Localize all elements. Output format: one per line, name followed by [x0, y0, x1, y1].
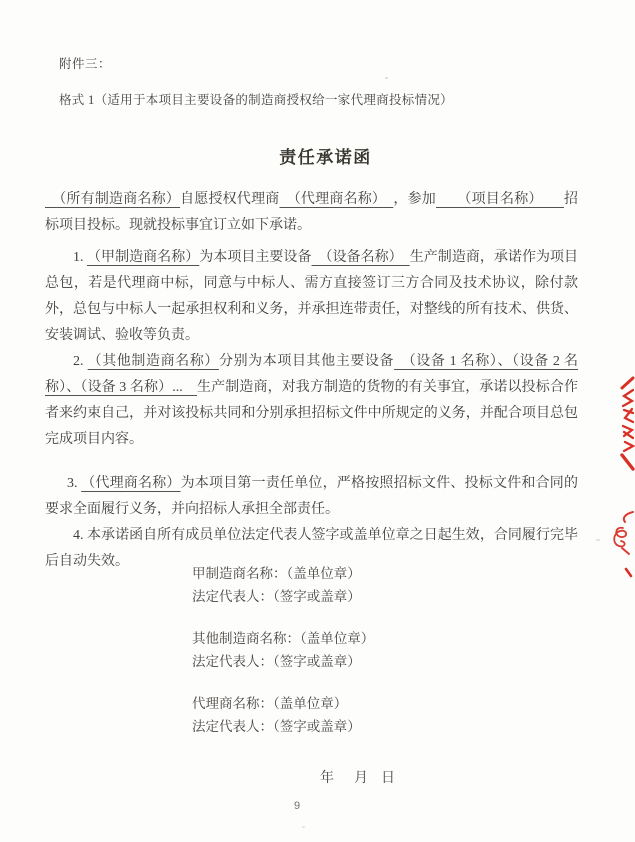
page-number: 9: [294, 800, 301, 812]
item-number: 2.: [73, 354, 88, 369]
signature-line-company: 代理商名称：（盖单位章）: [192, 696, 348, 711]
text-run: 为本项目第一责任单位，严格按照招标文件、投标文件和合同的要求全面履行义务，并向招标人承担全部责任。: [45, 476, 579, 517]
document-body: [45, 187, 578, 575]
signature-group-agent: [192, 692, 374, 738]
date-month-label: 月: [354, 771, 368, 786]
text-run: 生产制造商，对我方制造的货物的有关事宜，承诺以投标合作者来约束自己，并对该投标共同和分别承担招标文件中所规定的义务，并配合项目总包完成项目内容。: [45, 380, 578, 447]
format-note: 格式 1（适用于本项目主要设备的制造商授权给一家代理商投标情况）: [59, 93, 453, 107]
red-ink-strokes-upper: [622, 378, 633, 469]
signature-line-representative: 法定代表人：（签字或盖章）: [192, 654, 361, 669]
paragraph-item-3: [45, 471, 578, 523]
placeholder-all-manufacturers-name: （所有制造商名称）: [45, 192, 181, 207]
red-ink-scribble: [614, 512, 633, 554]
placeholder-other-manufacturers-name: （其他制造商名称）: [87, 354, 219, 369]
placeholder-agent-name: （代理商名称）: [279, 192, 394, 207]
scan-speck: [302, 826, 305, 828]
signature-line-company: 其他制造商名称：（盖单位章）: [192, 631, 375, 646]
text-run: 生产制造商，承诺作为项目总包，若是代理商中标，同意与中标人、需方直接签订三方合同及技术协议，除付款外，总包与中标人一起承担权利和义务，并承担连带责任，对整线的所有技术、供货、安装调试、验收等负责。: [45, 250, 579, 343]
text-run: 为本项目主要设备: [199, 250, 312, 265]
placeholder-manufacturer-a-name: （甲制造商名称）: [87, 250, 200, 265]
paragraph-item-1: [45, 245, 578, 349]
placeholder-equipment-name: （设备名称）: [311, 250, 410, 265]
text-run: 4. 本承诺函自所有成员单位法定代表人签字或盖单位章之日起生效，合同履行完毕后自动失效。: [45, 528, 578, 569]
date-year-label: 年: [320, 771, 334, 786]
attachment-label: 附件三：: [59, 57, 112, 71]
text-run: 分别为本项目其他主要设备: [218, 354, 395, 369]
scan-speck: [596, 539, 600, 541]
text-run: 招标项目投标。现就投标事宜订立如下承诺。: [45, 192, 579, 233]
text-run: 自愿授权代理商: [180, 192, 280, 207]
date-day-label: 日: [381, 771, 395, 786]
red-ink-tick: [626, 569, 631, 576]
placeholder-agent-name: （代理商名称）: [81, 476, 181, 491]
paragraph-item-2: [45, 349, 578, 453]
signature-block: [192, 562, 374, 757]
text-run: ，参加: [393, 192, 436, 207]
placeholder-project-name: （项目名称）: [435, 192, 565, 207]
item-number: 3.: [67, 476, 82, 491]
item-number: 1.: [73, 250, 88, 265]
date-line: [320, 767, 395, 787]
red-ink-annotation: [609, 376, 635, 582]
scan-speck: [385, 77, 388, 79]
signature-group-other-manufacturers: [192, 627, 374, 673]
document-title: 责任承诺函: [279, 148, 372, 167]
signature-line-representative: 法定代表人：（签字或盖章）: [192, 719, 361, 734]
signature-line-company: 甲制造商名称：（盖单位章）: [192, 566, 361, 581]
paragraph-intro: [45, 187, 578, 239]
signature-group-manufacturer-a: [192, 562, 374, 608]
signature-line-representative: 法定代表人：（签字或盖章）: [192, 589, 361, 604]
placeholder-equipment-list: （设备 1 名称）、（设备 2 名称）、（设备 3 名称）...: [45, 354, 579, 395]
